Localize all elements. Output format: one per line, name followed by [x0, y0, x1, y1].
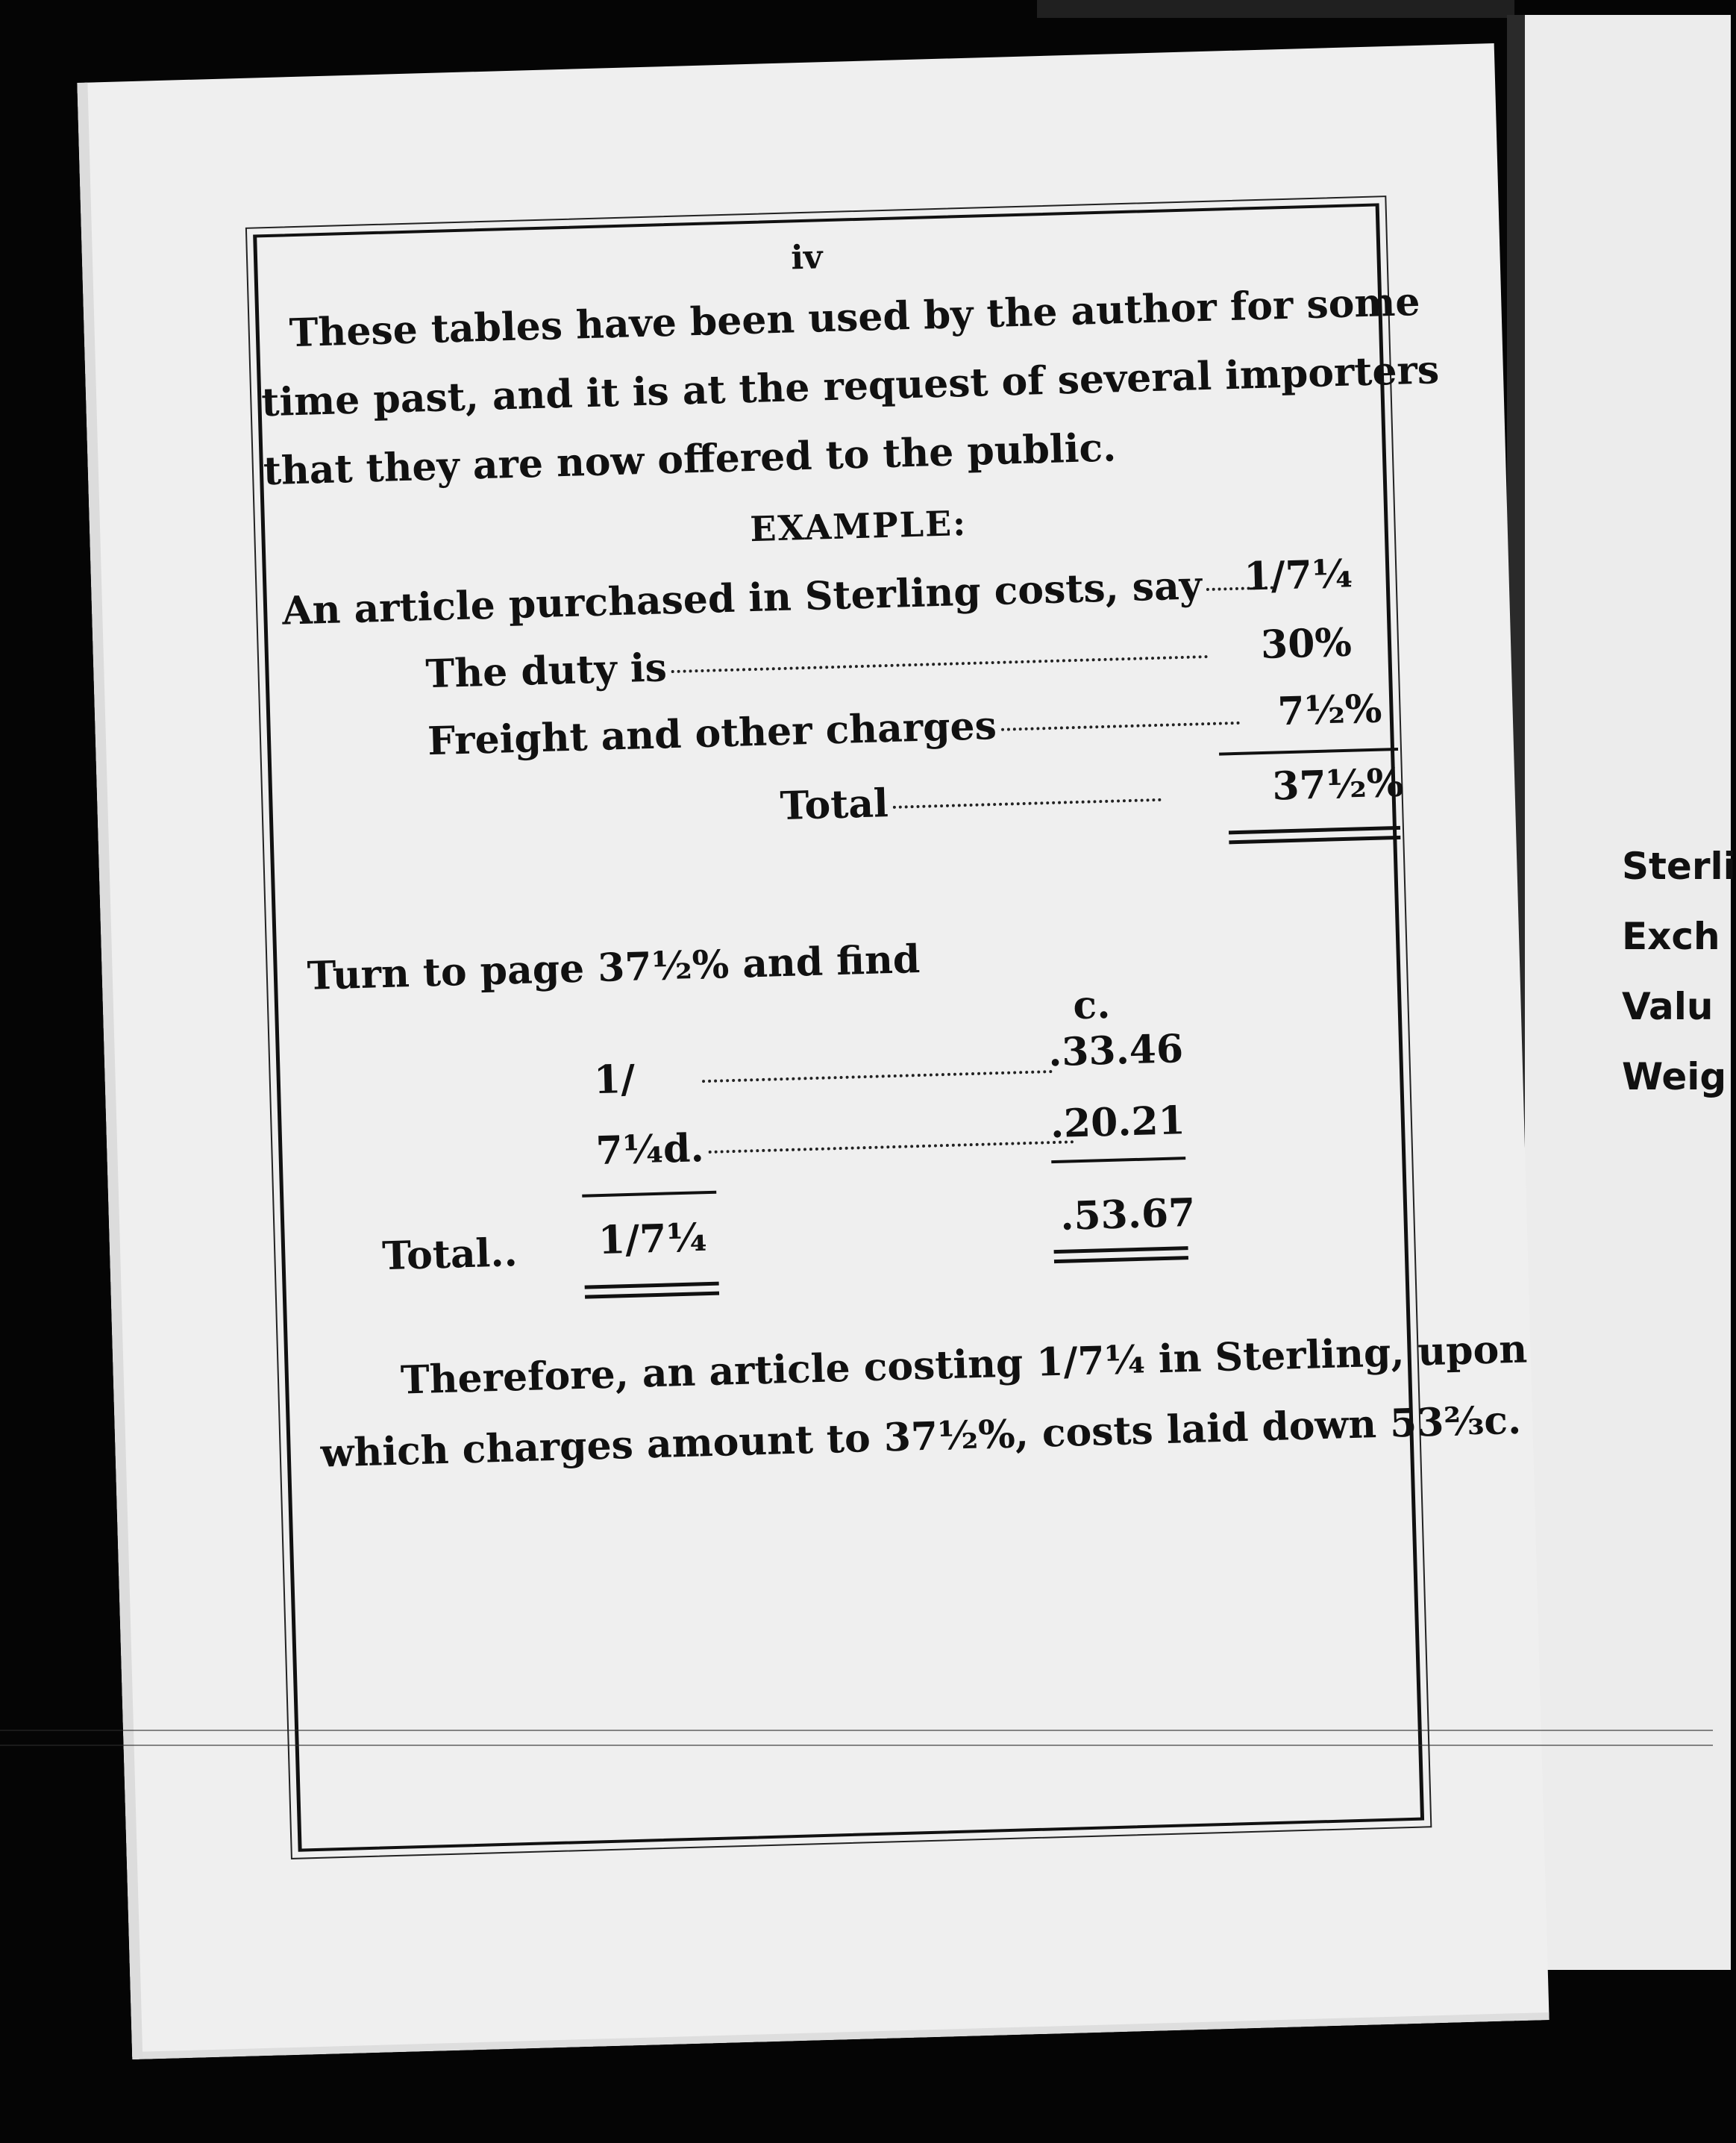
lookup-label-pence: 7¼d.: [595, 1125, 705, 1174]
leader-dots: [702, 1070, 1053, 1083]
scan-artifact-line: [0, 1730, 1713, 1731]
scan-artifact-line: [0, 1745, 1713, 1746]
leader-dots: [1001, 722, 1240, 731]
facing-label-3: Valu: [1622, 985, 1714, 1028]
top-edge-strip: [1037, 0, 1514, 18]
page-number: iv: [790, 238, 824, 278]
example-heading: EXAMPLE:: [749, 502, 968, 550]
facing-label-2: Exch: [1622, 915, 1720, 958]
lookup-total-value: .53.67: [1059, 1189, 1197, 1239]
leader-dots: [671, 655, 1209, 673]
facing-page: [1507, 15, 1736, 1970]
lookup-total-label: Total..: [381, 1230, 518, 1280]
lookup-total-sterling: 1/7¼: [598, 1215, 708, 1264]
conclusion-line-1: Therefore, an article costing 1/7¼ in Sterling, upon: [400, 1326, 1528, 1404]
book-page: [77, 43, 1549, 2059]
currency-header: c.: [1072, 981, 1112, 1029]
lookup-value-pence: .20.21: [1049, 1098, 1186, 1148]
facing-label-1: Sterli: [1622, 845, 1736, 888]
intro-line-2: time past, and it is at the request of several importers: [260, 347, 1440, 426]
intro-line-1: These tables have been used by the author for some: [289, 278, 1421, 357]
example-value-duty: 30%: [1260, 619, 1353, 669]
lookup-value-shilling: .33.46: [1047, 1026, 1184, 1076]
conclusion-line-2: which charges amount to 37½%, costs laid down 53⅔c.: [319, 1397, 1522, 1477]
turn-to-line: Turn to page 37½% and find: [307, 936, 921, 999]
example-label-duty: The duty is: [424, 645, 668, 698]
intro-line-3: that they are now offered to the public.: [263, 425, 1117, 495]
facing-label-4: Weig: [1622, 1055, 1727, 1098]
example-label-freight: Freight and other charges: [427, 702, 997, 765]
leader-dots: [709, 1140, 1074, 1154]
leader-dots: [893, 798, 1162, 809]
example-value-freight: 7½%: [1276, 686, 1383, 735]
example-label-cost: An article purchased in Sterling costs, say: [281, 563, 1203, 634]
example-value-total: 37½%: [1271, 760, 1405, 810]
example-label-total: Total: [779, 780, 889, 830]
example-value-cost: 1/7¼: [1243, 551, 1353, 600]
lookup-label-shilling: 1/: [593, 1056, 636, 1104]
